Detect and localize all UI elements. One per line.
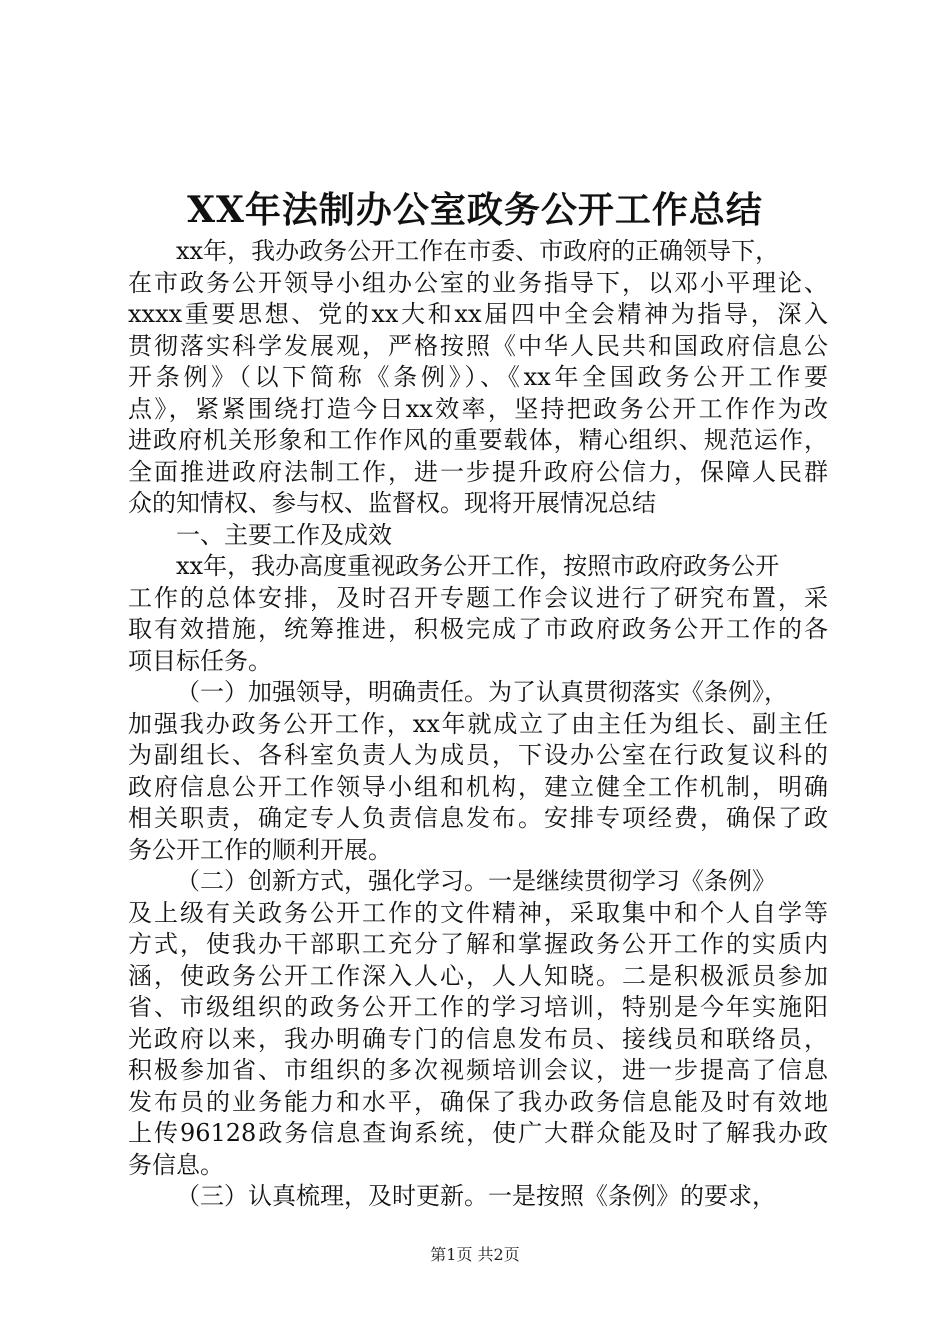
paragraph-line: 光政府以来，我办明确专门的信息发布员、接线员和联络员， [128, 1024, 828, 1053]
page-footer: 第1页 共2页 [430, 1245, 520, 1264]
paragraph-line: 开条例》（以下简称《条例》）、《xx年全国政务公开工作要 [128, 363, 828, 391]
document-body [128, 236, 828, 1213]
paragraph-line: 涵，使政务公开工作深入人心，人人知晓。二是积极派员参加 [128, 961, 828, 990]
paragraph-line: 取有效措施，统筹推进，积极完成了市政府政务公开工作的各 [128, 615, 828, 643]
paragraph-line: 及上级有关政务公开工作的文件精神，采取集中和个人自学等 [128, 898, 828, 927]
paragraph-line: 全面推进政府法制工作，进一步提升政府公信力，保障人民群 [128, 457, 828, 486]
paragraph-line: 点》，紧紧围绕打造今日xx效率，坚持把政务公开工作作为改 [128, 394, 828, 423]
paragraph-line: 工作的总体安排，及时召开专题工作会议进行了研究布置，采 [128, 583, 828, 612]
paragraph-line: （二）创新方式，强化学习。一是继续贯彻学习《条例》 [176, 867, 776, 895]
paragraph-line: 政府信息公开工作领导小组和机构，建立健全工作机制，明确 [128, 772, 828, 801]
paragraph-line: 务公开工作的顺利开展。 [128, 835, 392, 864]
paragraph-line: 积极参加省、市组织的多次视频培训会议，进一步提高了信息 [128, 1056, 828, 1084]
paragraph-line: 加强我办政务公开工作，xx年就成立了由主任为组长、副主任 [128, 709, 828, 738]
section-heading: 一、主要工作及成效 [176, 520, 392, 549]
paragraph-line: 在市政务公开领导小组办公室的业务指导下，以邓小平理论、 [128, 268, 828, 297]
paragraph-line: 上传96128政务信息查询系统，使广大群众能及时了解我办政 [128, 1119, 828, 1147]
paragraph-line: xx年，我办高度重视政务公开工作，按照市政府政务公开 [176, 552, 780, 580]
paragraph-line: （三）认真梳理，及时更新。一是按照《条例》的要求， [176, 1182, 776, 1210]
paragraph-line: xx年，我办政务公开工作在市委、市政府的正确领导下， [176, 237, 780, 265]
paragraph-line: 省、市级组织的政务公开工作的学习培训，特别是今年实施阳 [128, 993, 828, 1021]
paragraph-line: 务信息。 [128, 1150, 224, 1179]
paragraph-line: 为副组长、各科室负责人为成员，下设办公室在行政复议科的 [128, 741, 828, 769]
paragraph-line: 发布员的业务能力和水平，确保了我办政务信息能及时有效地 [128, 1087, 828, 1116]
paragraph-line: 贯彻落实科学发展观，严格按照《中华人民共和国政府信息公 [128, 331, 828, 360]
paragraph-line: 众的知情权、参与权、监督权。现将开展情况总结 [128, 489, 656, 517]
paragraph-line: 方式，使我办干部职工充分了解和掌握政务公开工作的实质内 [128, 930, 828, 958]
paragraph-line: 项目标任务。 [128, 646, 272, 675]
paragraph-line: （一）加强领导，明确责任。为了认真贯彻落实《条例》， [176, 678, 788, 706]
paragraph-line: 进政府机关形象和工作作风的重要载体，精心组织、规范运作， [128, 426, 828, 454]
paragraph-line: 相关职责，确定专人负责信息发布。安排专项经费，确保了政 [128, 804, 828, 832]
paragraph-line: xxxx重要思想、党的xx大和xx届四中全会精神为指导，深入 [128, 300, 828, 328]
document-title: XX年法制办公室政务公开工作总结 [187, 189, 763, 231]
